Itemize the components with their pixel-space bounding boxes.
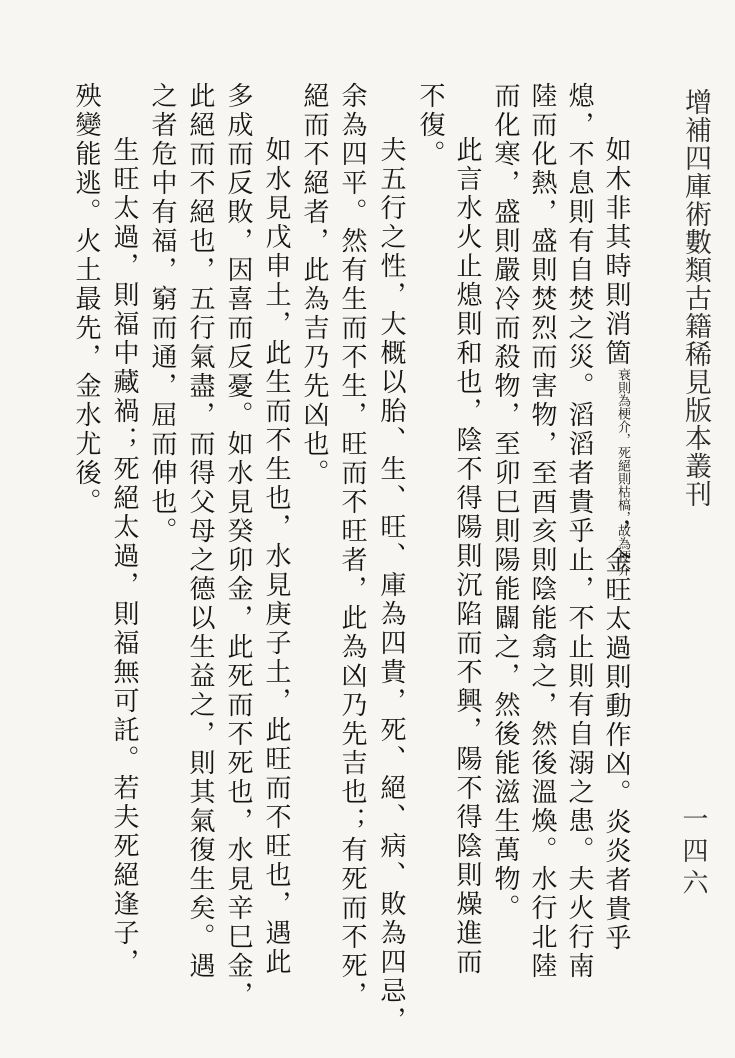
text-column-11: 多成而反敗，因喜而反憂。如水見癸卯金，此死而不死也，水見辛巳金， <box>223 82 253 1010</box>
text-column-1 <box>597 136 629 953</box>
text-column-10: 如水見戊申土，此生而不生也，水見庚子土，此旺而不旺也，遇此 <box>261 136 291 977</box>
text-column-3: 陸而化熱，盛則焚烈而害物，至酉亥則陰能翕之，然後溫煥。水行北陸 <box>527 82 557 981</box>
text-column-2: 熄，不息則有自焚之災。滔滔者貴乎止，不止則有自溺之患。夫火行南 <box>564 82 594 981</box>
series-title: 增補四庫術數類古籍稀見版本叢刊 <box>680 88 711 508</box>
text-column-1-cont: ，金旺太過則動作凶。炎炎者貴乎 <box>601 518 631 953</box>
text-column-5: 此言水火止熄則和也，陰不得陽則沉陷而不興，陽不得陰則燥進而 <box>452 136 482 977</box>
text-column-7: 夫五行之性，大概以胎、生、旺、庫為四貴，死、絕、病、敗為四忌， <box>376 136 406 1035</box>
text-column-12: 此絕而不絕也，五行氣盡，而得父母之德以生益之，則其氣復生矣。遇 <box>185 82 215 981</box>
text-column-6: 不復。 <box>415 82 445 169</box>
text-column-8: 余為四平。然有生而不生，旺而不旺者，此為凶乃先吉也；有死而不死， <box>337 82 367 1010</box>
text-column-13: 之者危中有福，窮而通，屈而伸也。 <box>147 82 177 546</box>
text-column-15: 殃變能逃。火土最先，金水尤後。 <box>71 82 101 517</box>
text-column-1-main: 如木非其時則消箇 <box>601 136 631 368</box>
page-number: 一四六 <box>678 805 708 901</box>
text-column-14: 生旺太過，則福中藏禍；死絕太過，則福無可託。若夫死絕逢子， <box>109 136 139 977</box>
text-column-9: 絕而不絕者，此為吉乃先凶也。 <box>299 82 329 488</box>
text-column-4: 而化寒，盛則嚴冷而殺物，至卯巳則陽能闢之，然後能滋生萬物。 <box>490 82 520 923</box>
interlinear-note: 衰則為梗介，死絕則枯槁，故為梗介 <box>615 368 630 576</box>
